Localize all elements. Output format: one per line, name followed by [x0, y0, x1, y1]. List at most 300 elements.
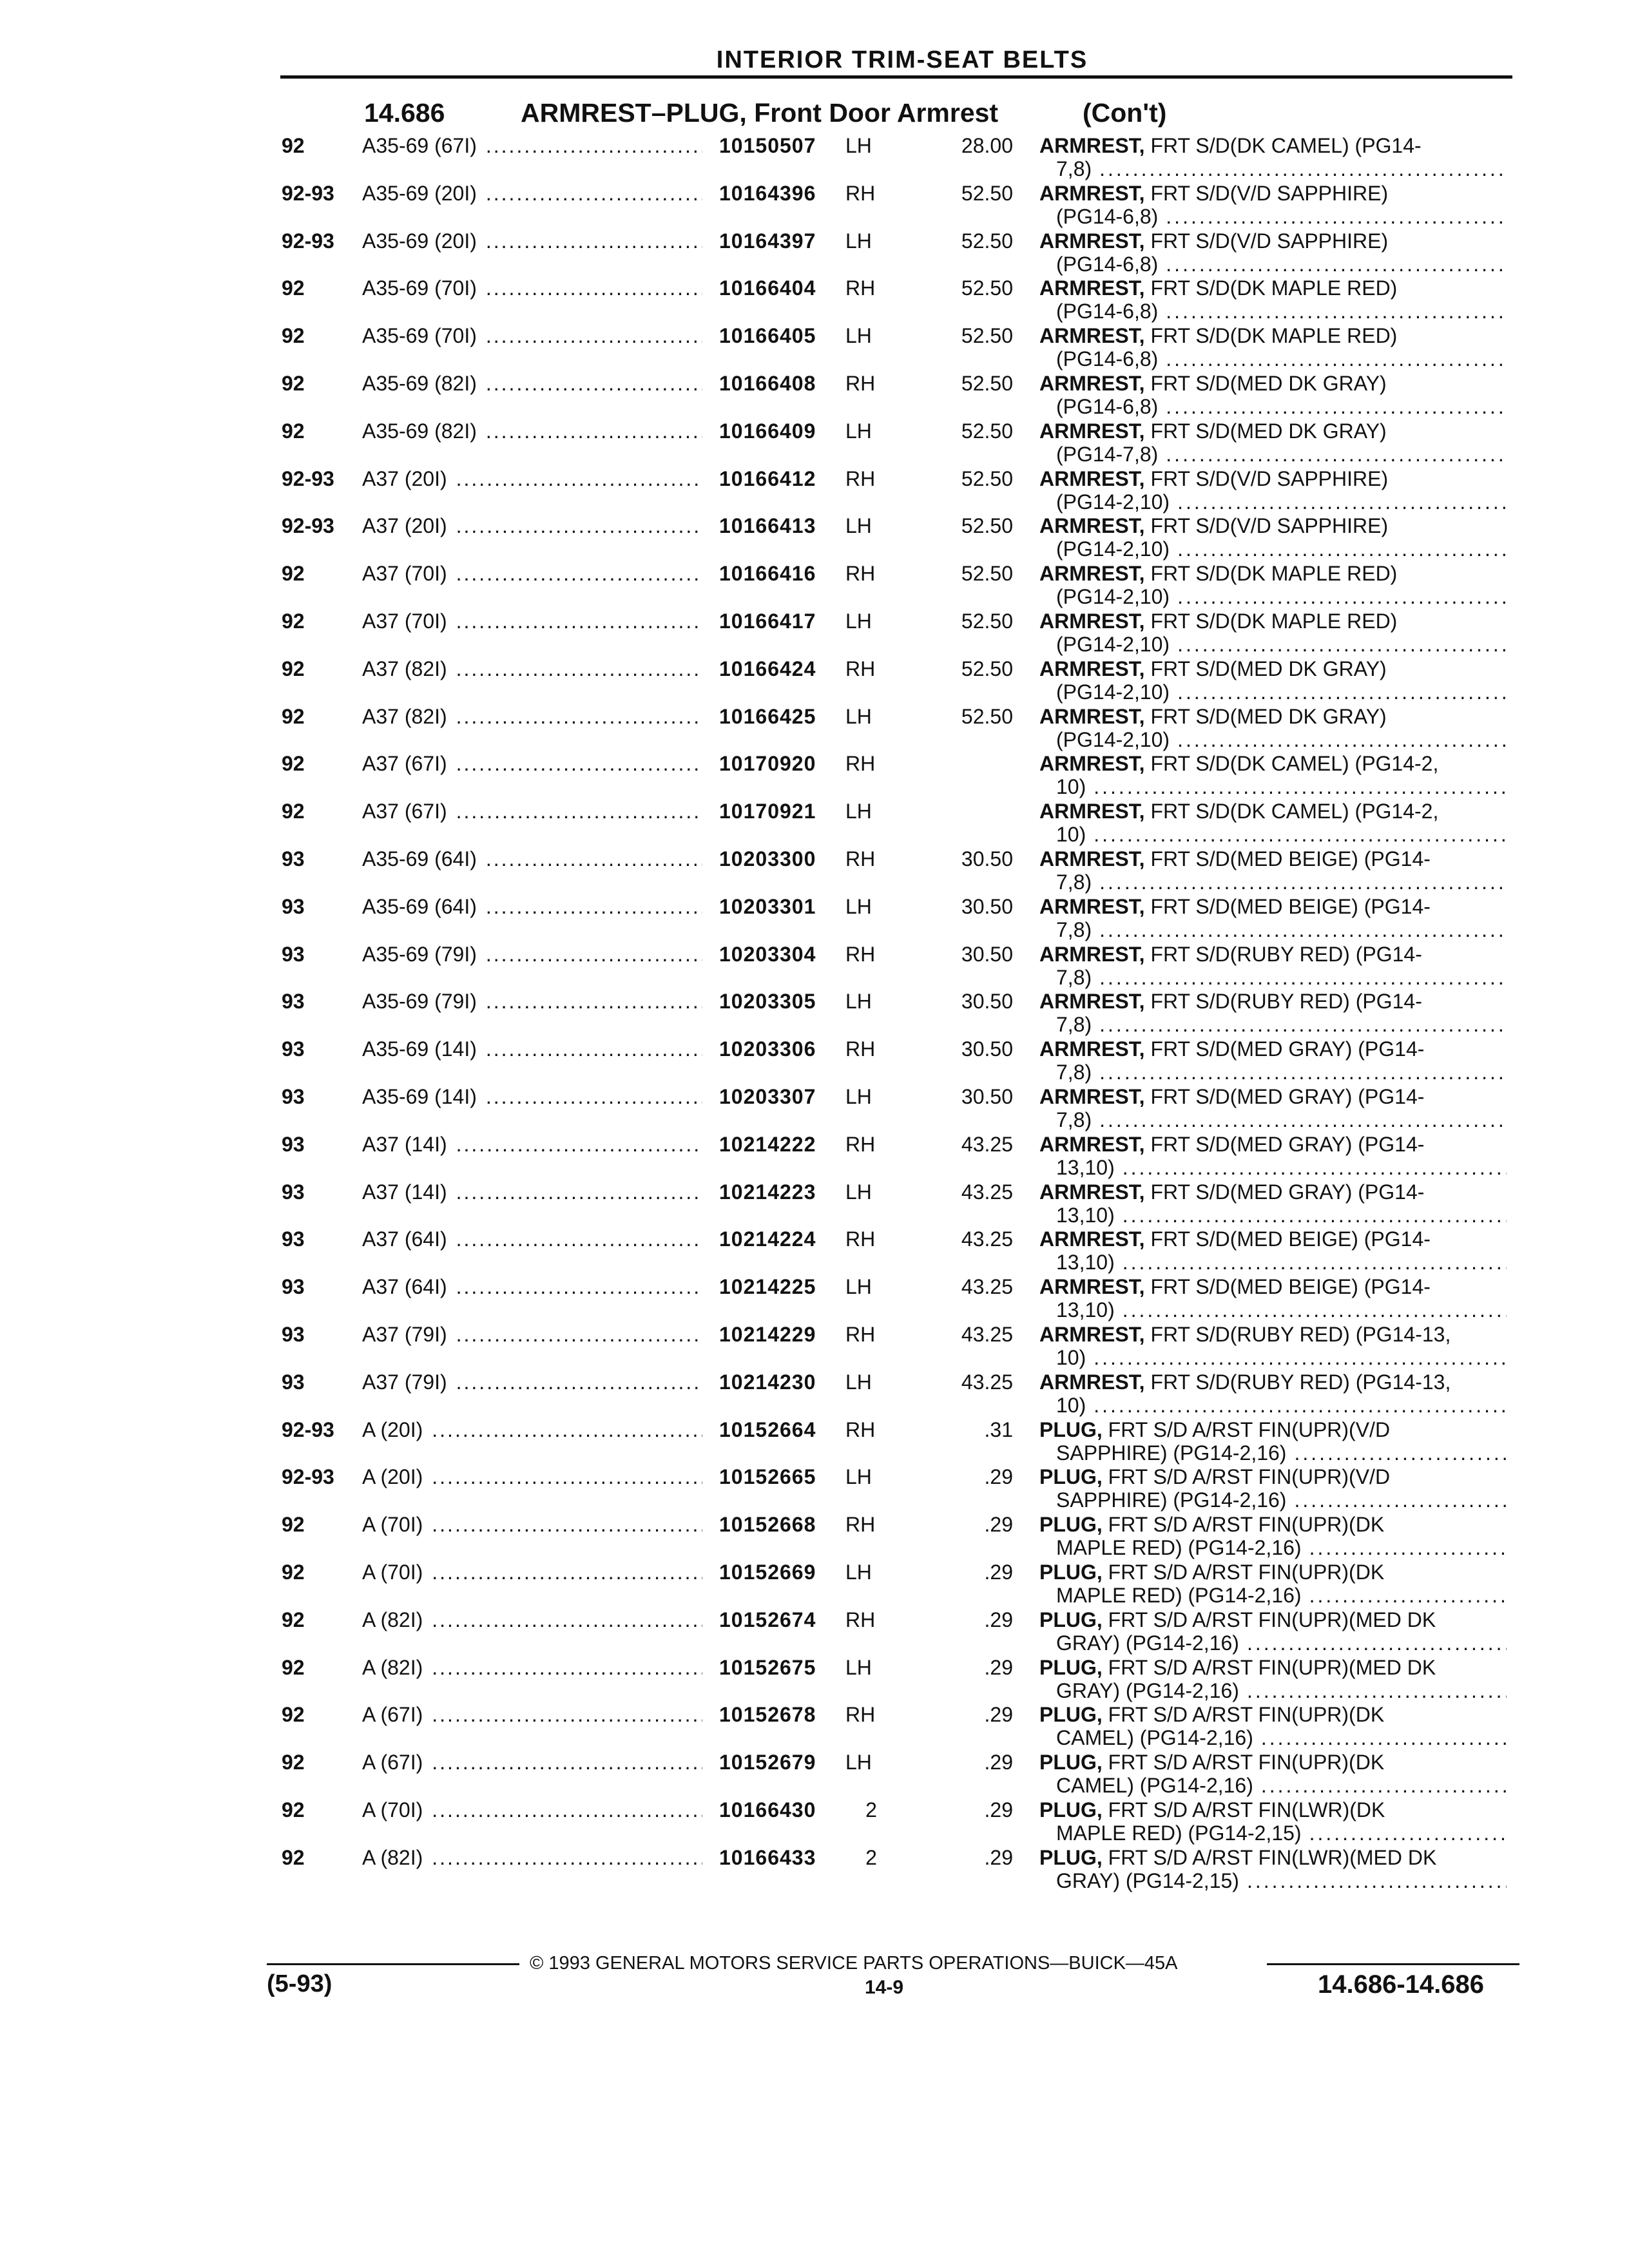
description-line-1: [1039, 800, 1507, 823]
description-cell: [1039, 847, 1507, 894]
description-text: FRT S/D(RUBY RED) (PG14-13,: [1144, 1322, 1451, 1346]
description-line-1: [1039, 1751, 1507, 1774]
table-row: [0, 1798, 1629, 1846]
year-cell: 92-93: [282, 514, 334, 538]
dot-leader: [486, 895, 702, 918]
year-cell: 92: [282, 276, 305, 300]
table-row: [0, 514, 1629, 562]
description-keyword: ARMREST,: [1039, 657, 1145, 680]
table-row: [0, 1751, 1629, 1798]
table-row: [0, 1846, 1629, 1894]
dot-leader: [432, 1751, 702, 1774]
part-number-cell: 10166416: [719, 562, 816, 586]
description-line-2: [1039, 1774, 1507, 1797]
description-cell: [1039, 182, 1507, 228]
part-number-cell: 10166413: [719, 514, 816, 538]
description-keyword: ARMREST,: [1039, 1037, 1145, 1061]
description-line-2: [1039, 1061, 1507, 1084]
part-number-cell: 10214230: [719, 1370, 816, 1394]
year-cell: 92: [282, 419, 305, 443]
model-cell: [362, 1180, 710, 1204]
description-line-2: [1039, 585, 1507, 608]
description-cell: [1039, 229, 1507, 276]
description-cell: [1039, 752, 1507, 798]
model-text: A (82I): [362, 1845, 423, 1869]
description-line-2: [1039, 490, 1507, 514]
dot-leader: [1166, 395, 1507, 418]
model-cell: [362, 847, 710, 870]
price-cell: 30.50: [961, 942, 1013, 966]
description-line-2: [1039, 1251, 1507, 1274]
qty-cell: RH: [845, 1513, 876, 1537]
description-cell: [1039, 276, 1507, 323]
description-line-1: [1039, 562, 1507, 585]
description-continuation: 7,8): [1056, 918, 1092, 941]
description-line-2: [1039, 300, 1507, 323]
dot-leader: [486, 324, 702, 347]
dot-leader: [486, 372, 702, 395]
description-text: FRT S/D(V/D SAPPHIRE): [1144, 229, 1389, 253]
model-text: A35-69 (70I): [362, 324, 477, 348]
description-line-2: [1039, 966, 1507, 989]
description-cell: [1039, 562, 1507, 608]
dot-leader: [432, 1513, 702, 1536]
description-cell: [1039, 1608, 1507, 1655]
description-line-1: [1039, 895, 1507, 918]
qty-cell: LH: [845, 1084, 872, 1108]
year-cell: 92: [282, 1798, 305, 1821]
price-cell: 52.50: [961, 419, 1013, 443]
year-cell: 92: [282, 324, 305, 348]
part-number-cell: 10214222: [719, 1132, 816, 1156]
qty-cell: RH: [845, 1418, 876, 1441]
dot-leader: [456, 752, 702, 775]
part-number-cell: 10214229: [719, 1322, 816, 1346]
qty-cell: LH: [845, 1180, 872, 1204]
part-number-cell: 10166408: [719, 371, 816, 395]
year-cell: 92: [282, 371, 305, 395]
description-text: FRT S/D(DK CAMEL) (PG14-: [1144, 134, 1422, 157]
dot-leader: [1309, 1584, 1507, 1607]
description-continuation: (PG14-2,10): [1056, 490, 1170, 514]
model-cell: [362, 1465, 710, 1488]
description-text: FRT S/D(MED BEIGE) (PG14-: [1144, 847, 1431, 870]
description-line-2: [1039, 205, 1507, 228]
page-title: INTERIOR TRIM-SEAT BELTS: [716, 46, 1088, 73]
qty-cell: RH: [845, 181, 876, 205]
description-text: FRT S/D(V/D SAPPHIRE): [1144, 466, 1389, 490]
qty-cell: RH: [845, 1227, 876, 1251]
description-line-2: [1039, 1631, 1507, 1655]
price-cell: .29: [984, 1560, 1013, 1584]
qty-cell: RH: [845, 942, 876, 966]
price-cell: .29: [984, 1513, 1013, 1537]
model-text: A35-69 (79I): [362, 990, 477, 1014]
description-keyword: ARMREST,: [1039, 990, 1145, 1014]
part-number-cell: 10166417: [719, 609, 816, 633]
description-text: FRT S/D(RUBY RED) (PG14-13,: [1144, 1370, 1451, 1394]
description-keyword: ARMREST,: [1039, 847, 1145, 870]
dot-leader: [1099, 918, 1507, 941]
dot-leader: [486, 182, 702, 205]
description-cell: [1039, 1751, 1507, 1797]
qty-cell: LH: [845, 1465, 872, 1489]
year-cell: 92: [282, 562, 305, 586]
table-row: [0, 610, 1629, 657]
description-line-1: [1039, 1846, 1507, 1869]
table-row: [0, 1608, 1629, 1656]
price-cell: 28.00: [961, 134, 1013, 157]
table-row: [0, 1180, 1629, 1228]
model-cell: [362, 1085, 710, 1108]
model-cell: [362, 372, 710, 395]
description-keyword: ARMREST,: [1039, 134, 1145, 157]
description-line-2: [1039, 1394, 1507, 1417]
model-text: A37 (82I): [362, 657, 447, 680]
model-text: A35-69 (20I): [362, 229, 477, 253]
description-continuation: 13,10): [1056, 1203, 1115, 1227]
part-number-cell: 10214225: [719, 1275, 816, 1299]
price-cell: 30.50: [961, 1084, 1013, 1108]
model-text: A (82I): [362, 1655, 423, 1679]
model-cell: [362, 419, 710, 443]
model-text: A (20I): [362, 1465, 423, 1489]
description-keyword: PLUG,: [1039, 1703, 1103, 1727]
dot-leader: [1166, 443, 1507, 466]
description-keyword: PLUG,: [1039, 1418, 1103, 1441]
description-line-1: [1039, 1370, 1507, 1394]
footer-divider-left: [267, 1963, 519, 1965]
model-text: A (67I): [362, 1751, 423, 1774]
qty-cell: LH: [845, 800, 872, 823]
model-text: A37 (14I): [362, 1180, 447, 1204]
qty-cell: LH: [845, 1275, 872, 1299]
model-text: A37 (70I): [362, 609, 447, 633]
model-cell: [362, 324, 710, 347]
description-continuation: 7,8): [1056, 1013, 1092, 1037]
dot-leader: [1099, 1061, 1507, 1084]
model-text: A37 (70I): [362, 562, 447, 586]
dot-leader: [486, 943, 702, 966]
price-cell: .29: [984, 1798, 1013, 1821]
description-continuation: 13,10): [1056, 1298, 1115, 1322]
description-text: FRT S/D(MED DK GRAY): [1144, 704, 1387, 728]
description-keyword: ARMREST,: [1039, 514, 1145, 538]
qty-cell: LH: [845, 609, 872, 633]
model-text: A (20I): [362, 1418, 423, 1441]
parts-list: [0, 134, 1629, 1893]
description-keyword: ARMREST,: [1039, 1180, 1145, 1204]
part-number-cell: 10166430: [719, 1798, 816, 1821]
qty-cell: LH: [845, 1655, 872, 1679]
description-line-1: [1039, 229, 1507, 253]
dot-leader: [456, 1275, 702, 1298]
qty-cell: 2: [865, 1798, 877, 1821]
dot-leader: [456, 1370, 702, 1394]
description-text: FRT S/D A/RST FIN(UPR)(DK: [1102, 1560, 1385, 1584]
table-row: [0, 276, 1629, 324]
qty-cell: RH: [845, 1608, 876, 1631]
description-line-1: [1039, 1275, 1507, 1298]
description-line-1: [1039, 943, 1507, 966]
description-continuation: CAMEL) (PG14-2,16): [1056, 1726, 1253, 1750]
table-row: [0, 324, 1629, 372]
description-cell: [1039, 514, 1507, 561]
dot-leader: [486, 1085, 702, 1108]
description-keyword: ARMREST,: [1039, 324, 1145, 348]
dot-leader: [1123, 1204, 1507, 1227]
description-line-1: [1039, 1227, 1507, 1251]
qty-cell: LH: [845, 894, 872, 918]
table-row: [0, 1323, 1629, 1370]
model-text: A (67I): [362, 1703, 423, 1727]
footer-page-number: 14-9: [865, 1977, 904, 1998]
price-cell: 52.50: [961, 514, 1013, 538]
description-continuation: (PG14-6,8): [1056, 252, 1159, 276]
description-line-2: [1039, 1869, 1507, 1892]
qty-cell: LH: [845, 324, 872, 348]
description-cell: [1039, 657, 1507, 704]
table-row: [0, 800, 1629, 847]
section-number: 14.686: [364, 98, 445, 128]
year-cell: 93: [282, 1275, 305, 1299]
year-cell: 92: [282, 1845, 305, 1869]
description-line-1: [1039, 276, 1507, 300]
description-text: FRT S/D(MED DK GRAY): [1144, 419, 1387, 443]
model-cell: [362, 1608, 710, 1631]
model-text: A37 (20I): [362, 466, 447, 490]
price-cell: 30.50: [961, 847, 1013, 870]
price-cell: .29: [984, 1655, 1013, 1679]
dot-leader: [1099, 1108, 1507, 1131]
year-cell: 92: [282, 1608, 305, 1631]
price-cell: .29: [984, 1751, 1013, 1774]
part-number-cell: 10203301: [719, 894, 816, 918]
qty-cell: RH: [845, 752, 876, 776]
year-cell: 92-93: [282, 229, 334, 253]
part-number-cell: 10203306: [719, 1037, 816, 1061]
part-number-cell: 10150507: [719, 134, 816, 157]
dot-leader: [486, 419, 702, 443]
model-cell: [362, 990, 710, 1013]
qty-cell: LH: [845, 990, 872, 1014]
description-keyword: PLUG,: [1039, 1560, 1103, 1584]
dot-leader: [1177, 537, 1507, 561]
description-continuation: (PG14-6,8): [1056, 204, 1159, 228]
description-cell: [1039, 990, 1507, 1036]
description-cell: [1039, 1465, 1507, 1512]
dot-leader: [1094, 1346, 1507, 1369]
part-number-cell: 10152668: [719, 1513, 816, 1537]
table-row: [0, 1275, 1629, 1323]
model-text: A35-69 (14I): [362, 1037, 477, 1061]
description-keyword: PLUG,: [1039, 1751, 1103, 1774]
year-cell: 93: [282, 990, 305, 1014]
dot-leader: [432, 1656, 702, 1679]
description-line-2: [1039, 680, 1507, 704]
description-text: FRT S/D(RUBY RED) (PG14-: [1144, 990, 1422, 1014]
description-text: FRT S/D(MED GRAY) (PG14-: [1144, 1084, 1425, 1108]
model-cell: [362, 1798, 710, 1821]
description-line-2: [1039, 347, 1507, 370]
dot-leader: [456, 1227, 702, 1251]
year-cell: 92: [282, 800, 305, 823]
model-cell: [362, 943, 710, 966]
price-cell: 52.50: [961, 276, 1013, 300]
description-line-1: [1039, 1703, 1507, 1726]
description-text: FRT S/D(DK CAMEL) (PG14-2,: [1144, 800, 1439, 823]
dot-leader: [456, 1323, 702, 1346]
description-keyword: ARMREST,: [1039, 466, 1145, 490]
model-cell: [362, 1323, 710, 1346]
description-line-2: [1039, 1488, 1507, 1512]
part-number-cell: 10166425: [719, 704, 816, 728]
description-line-1: [1039, 705, 1507, 728]
qty-cell: LH: [845, 229, 872, 253]
table-row: [0, 705, 1629, 753]
description-continuation: GRAY) (PG14-2,16): [1056, 1678, 1239, 1702]
model-text: A35-69 (67I): [362, 134, 477, 157]
dot-leader: [432, 1418, 702, 1441]
description-line-1: [1039, 847, 1507, 870]
qty-cell: RH: [845, 847, 876, 870]
table-row: [0, 847, 1629, 895]
dot-leader: [1094, 1394, 1507, 1417]
dot-leader: [456, 610, 702, 633]
description-text: FRT S/D A/RST FIN(UPR)(V/D: [1102, 1465, 1391, 1489]
table-row: [0, 1418, 1629, 1466]
description-text: FRT S/D A/RST FIN(UPR)(DK: [1102, 1703, 1385, 1727]
table-row: [0, 1656, 1629, 1704]
dot-leader: [1247, 1869, 1507, 1892]
description-cell: [1039, 895, 1507, 941]
year-cell: 93: [282, 1037, 305, 1061]
dot-leader: [1177, 490, 1507, 514]
description-cell: [1039, 134, 1507, 180]
model-text: A37 (20I): [362, 514, 447, 538]
part-number-cell: 10166404: [719, 276, 816, 300]
description-cell: [1039, 419, 1507, 466]
description-continuation: 10): [1056, 775, 1086, 799]
dot-leader: [1099, 157, 1507, 180]
description-line-2: [1039, 1536, 1507, 1559]
qty-cell: RH: [845, 1132, 876, 1156]
qty-cell: RH: [845, 1322, 876, 1346]
year-cell: 93: [282, 847, 305, 870]
model-cell: [362, 134, 710, 157]
model-cell: [362, 895, 710, 918]
dot-leader: [1166, 205, 1507, 228]
description-keyword: ARMREST,: [1039, 1322, 1145, 1346]
dot-leader: [486, 276, 702, 300]
description-line-2: [1039, 775, 1507, 798]
model-text: A35-69 (82I): [362, 371, 477, 395]
year-cell: 93: [282, 1370, 305, 1394]
model-cell: [362, 1703, 710, 1726]
model-cell: [362, 1513, 710, 1536]
table-row: [0, 1085, 1629, 1133]
description-text: FRT S/D(DK CAMEL) (PG14-2,: [1144, 752, 1439, 776]
description-text: FRT S/D(DK MAPLE RED): [1144, 324, 1398, 348]
description-continuation: (PG14-7,8): [1056, 442, 1159, 466]
section-continued: (Con't): [1083, 98, 1167, 128]
description-keyword: PLUG,: [1039, 1655, 1103, 1679]
description-line-1: [1039, 752, 1507, 775]
description-keyword: ARMREST,: [1039, 1227, 1145, 1251]
model-text: A37 (64I): [362, 1227, 447, 1251]
qty-cell: LH: [845, 1751, 872, 1774]
model-text: A (70I): [362, 1798, 423, 1821]
price-cell: .29: [984, 1845, 1013, 1869]
price-cell: .29: [984, 1703, 1013, 1727]
year-cell: 92-93: [282, 1465, 334, 1489]
description-line-2: [1039, 537, 1507, 561]
price-cell: 30.50: [961, 894, 1013, 918]
year-cell: 92-93: [282, 466, 334, 490]
description-line-1: [1039, 1465, 1507, 1488]
description-line-2: [1039, 633, 1507, 656]
dot-leader: [1094, 775, 1507, 798]
model-cell: [362, 276, 710, 300]
footer-section-range: 14.686-14.686: [1318, 1970, 1485, 1999]
description-keyword: ARMREST,: [1039, 562, 1145, 586]
part-number-cell: 10164397: [719, 229, 816, 253]
description-keyword: ARMREST,: [1039, 609, 1145, 633]
price-cell: 52.50: [961, 562, 1013, 586]
description-text: FRT S/D(MED BEIGE) (PG14-: [1144, 1275, 1431, 1299]
description-continuation: SAPPHIRE) (PG14-2,16): [1056, 1488, 1287, 1512]
year-cell: 93: [282, 894, 305, 918]
description-continuation: 13,10): [1056, 1155, 1115, 1179]
model-cell: [362, 1751, 710, 1774]
model-cell: [362, 610, 710, 633]
model-cell: [362, 1846, 710, 1869]
description-keyword: ARMREST,: [1039, 229, 1145, 253]
description-text: FRT S/D(DK MAPLE RED): [1144, 276, 1398, 300]
description-cell: [1039, 1798, 1507, 1845]
qty-cell: RH: [845, 562, 876, 586]
description-line-2: [1039, 1679, 1507, 1702]
description-cell: [1039, 1370, 1507, 1417]
dot-leader: [1123, 1156, 1507, 1179]
description-line-1: [1039, 1418, 1507, 1441]
dot-leader: [1166, 347, 1507, 370]
model-text: A35-69 (64I): [362, 847, 477, 870]
qty-cell: LH: [845, 1560, 872, 1584]
price-cell: 43.25: [961, 1227, 1013, 1251]
description-continuation: 10): [1056, 1393, 1086, 1417]
description-line-1: [1039, 1561, 1507, 1584]
price-cell: .29: [984, 1608, 1013, 1631]
qty-cell: LH: [845, 704, 872, 728]
price-cell: 52.50: [961, 229, 1013, 253]
model-text: A35-69 (82I): [362, 419, 477, 443]
dot-leader: [1247, 1631, 1507, 1655]
description-continuation: 10): [1056, 1345, 1086, 1369]
dot-leader: [456, 562, 702, 585]
price-cell: 30.50: [961, 990, 1013, 1014]
model-text: A37 (67I): [362, 800, 447, 823]
description-text: FRT S/D A/RST FIN(UPR)(MED DK: [1102, 1608, 1436, 1631]
model-cell: [362, 705, 710, 728]
qty-cell: LH: [845, 134, 872, 157]
table-row: [0, 1133, 1629, 1180]
year-cell: 92-93: [282, 1418, 334, 1441]
description-continuation: MAPLE RED) (PG14-2,16): [1056, 1536, 1302, 1560]
model-cell: [362, 562, 710, 585]
description-line-1: [1039, 990, 1507, 1013]
description-line-1: [1039, 657, 1507, 680]
